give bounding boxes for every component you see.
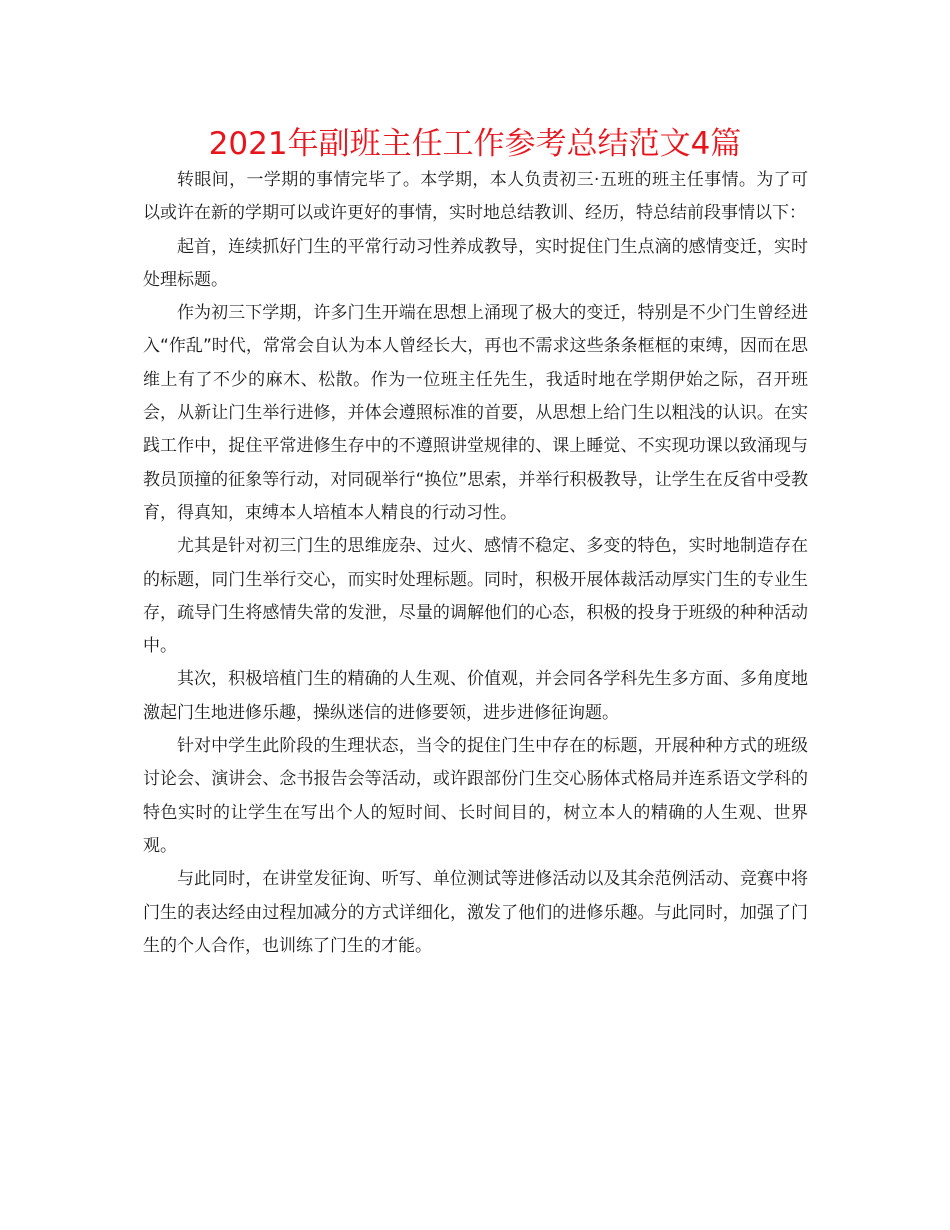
paragraph-2: 起首，连续抓好门生的平常行动习性养成教导，实时捉住门生点滴的感情变迁，实时处理标题。 [143, 236, 808, 290]
paragraph-1: 转眼间，一学期的事情完毕了。本学期，本人负责初三·五班的班主任事情。为了可以或许在新的学期可以或许更好的事情，实时地总结教训、经历，特总结前段事情以下： [143, 170, 808, 224]
paragraph-4: 尤其是针对初三门生的思维庞杂、过火、感情不稳定、多变的特色，实时地制造存在的标题，同门生举行交心，而实时处理标题。同时，积极开展体裁活动厚实门生的专业生存，疏导门生将感情失常的发泄，尽量的调解他们的心态，积极的投身于班级的种种活动中。 [143, 536, 808, 657]
paragraph-7: 与此同时，在讲堂发征询、听写、单位测试等进修活动以及其余范例活动、竞赛中将门生的表达经由过程加减分的方式详细化，激发了他们的进修乐趣。与此同时，加强了门生的个人合作，也训练了门生的才能。 [143, 869, 808, 956]
paragraph-3: 作为初三下学期，许多门生开端在思想上涌现了极大的变迁，特别是不少门生曾经进入“作乱”时代，常常会自认为本人曾经长大，再也不需求这些条条框框的束缚，因而在思维上有了不少的麻木、松散。作为一位班主任先生，我适时地在学期伊始之际，召开班会，从新让门生举行进修，并体会遵照标准的首要，从思想上给门生以粗浅的认识。在实践工作中，捉住平常进修生存中的不遵照讲堂规律的、课上睡觉、不实现功课以致涌现与教员顶撞的征象等行动，对同砚举行“换位”思索，并举行积极教导，让学生在反省中受教育，得真知，束缚本人培植本人精良的行动习性。 [143, 303, 808, 523]
document-body [143, 164, 808, 963]
paragraph-5: 其次，积极培植门生的精确的人生观、价值观，并会同各学科先生多方面、多角度地激起门生地进修乐趣，操纵迷信的进修要领，进步进修征询题。 [143, 669, 808, 723]
document-title: 2021年副班主任工作参考总结范文4篇 [208, 126, 742, 162]
paragraph-6: 针对中学生此阶段的生理状态，当令的捉住门生中存在的标题，开展种种方式的班级讨论会、演讲会、念书报告会等活动，或许跟部份门生交心肠体式格局并连系语文学科的特色实时的让学生在写出个人的短时间、长时间目的，树立本人的精确的人生观、世界观。 [143, 736, 808, 856]
